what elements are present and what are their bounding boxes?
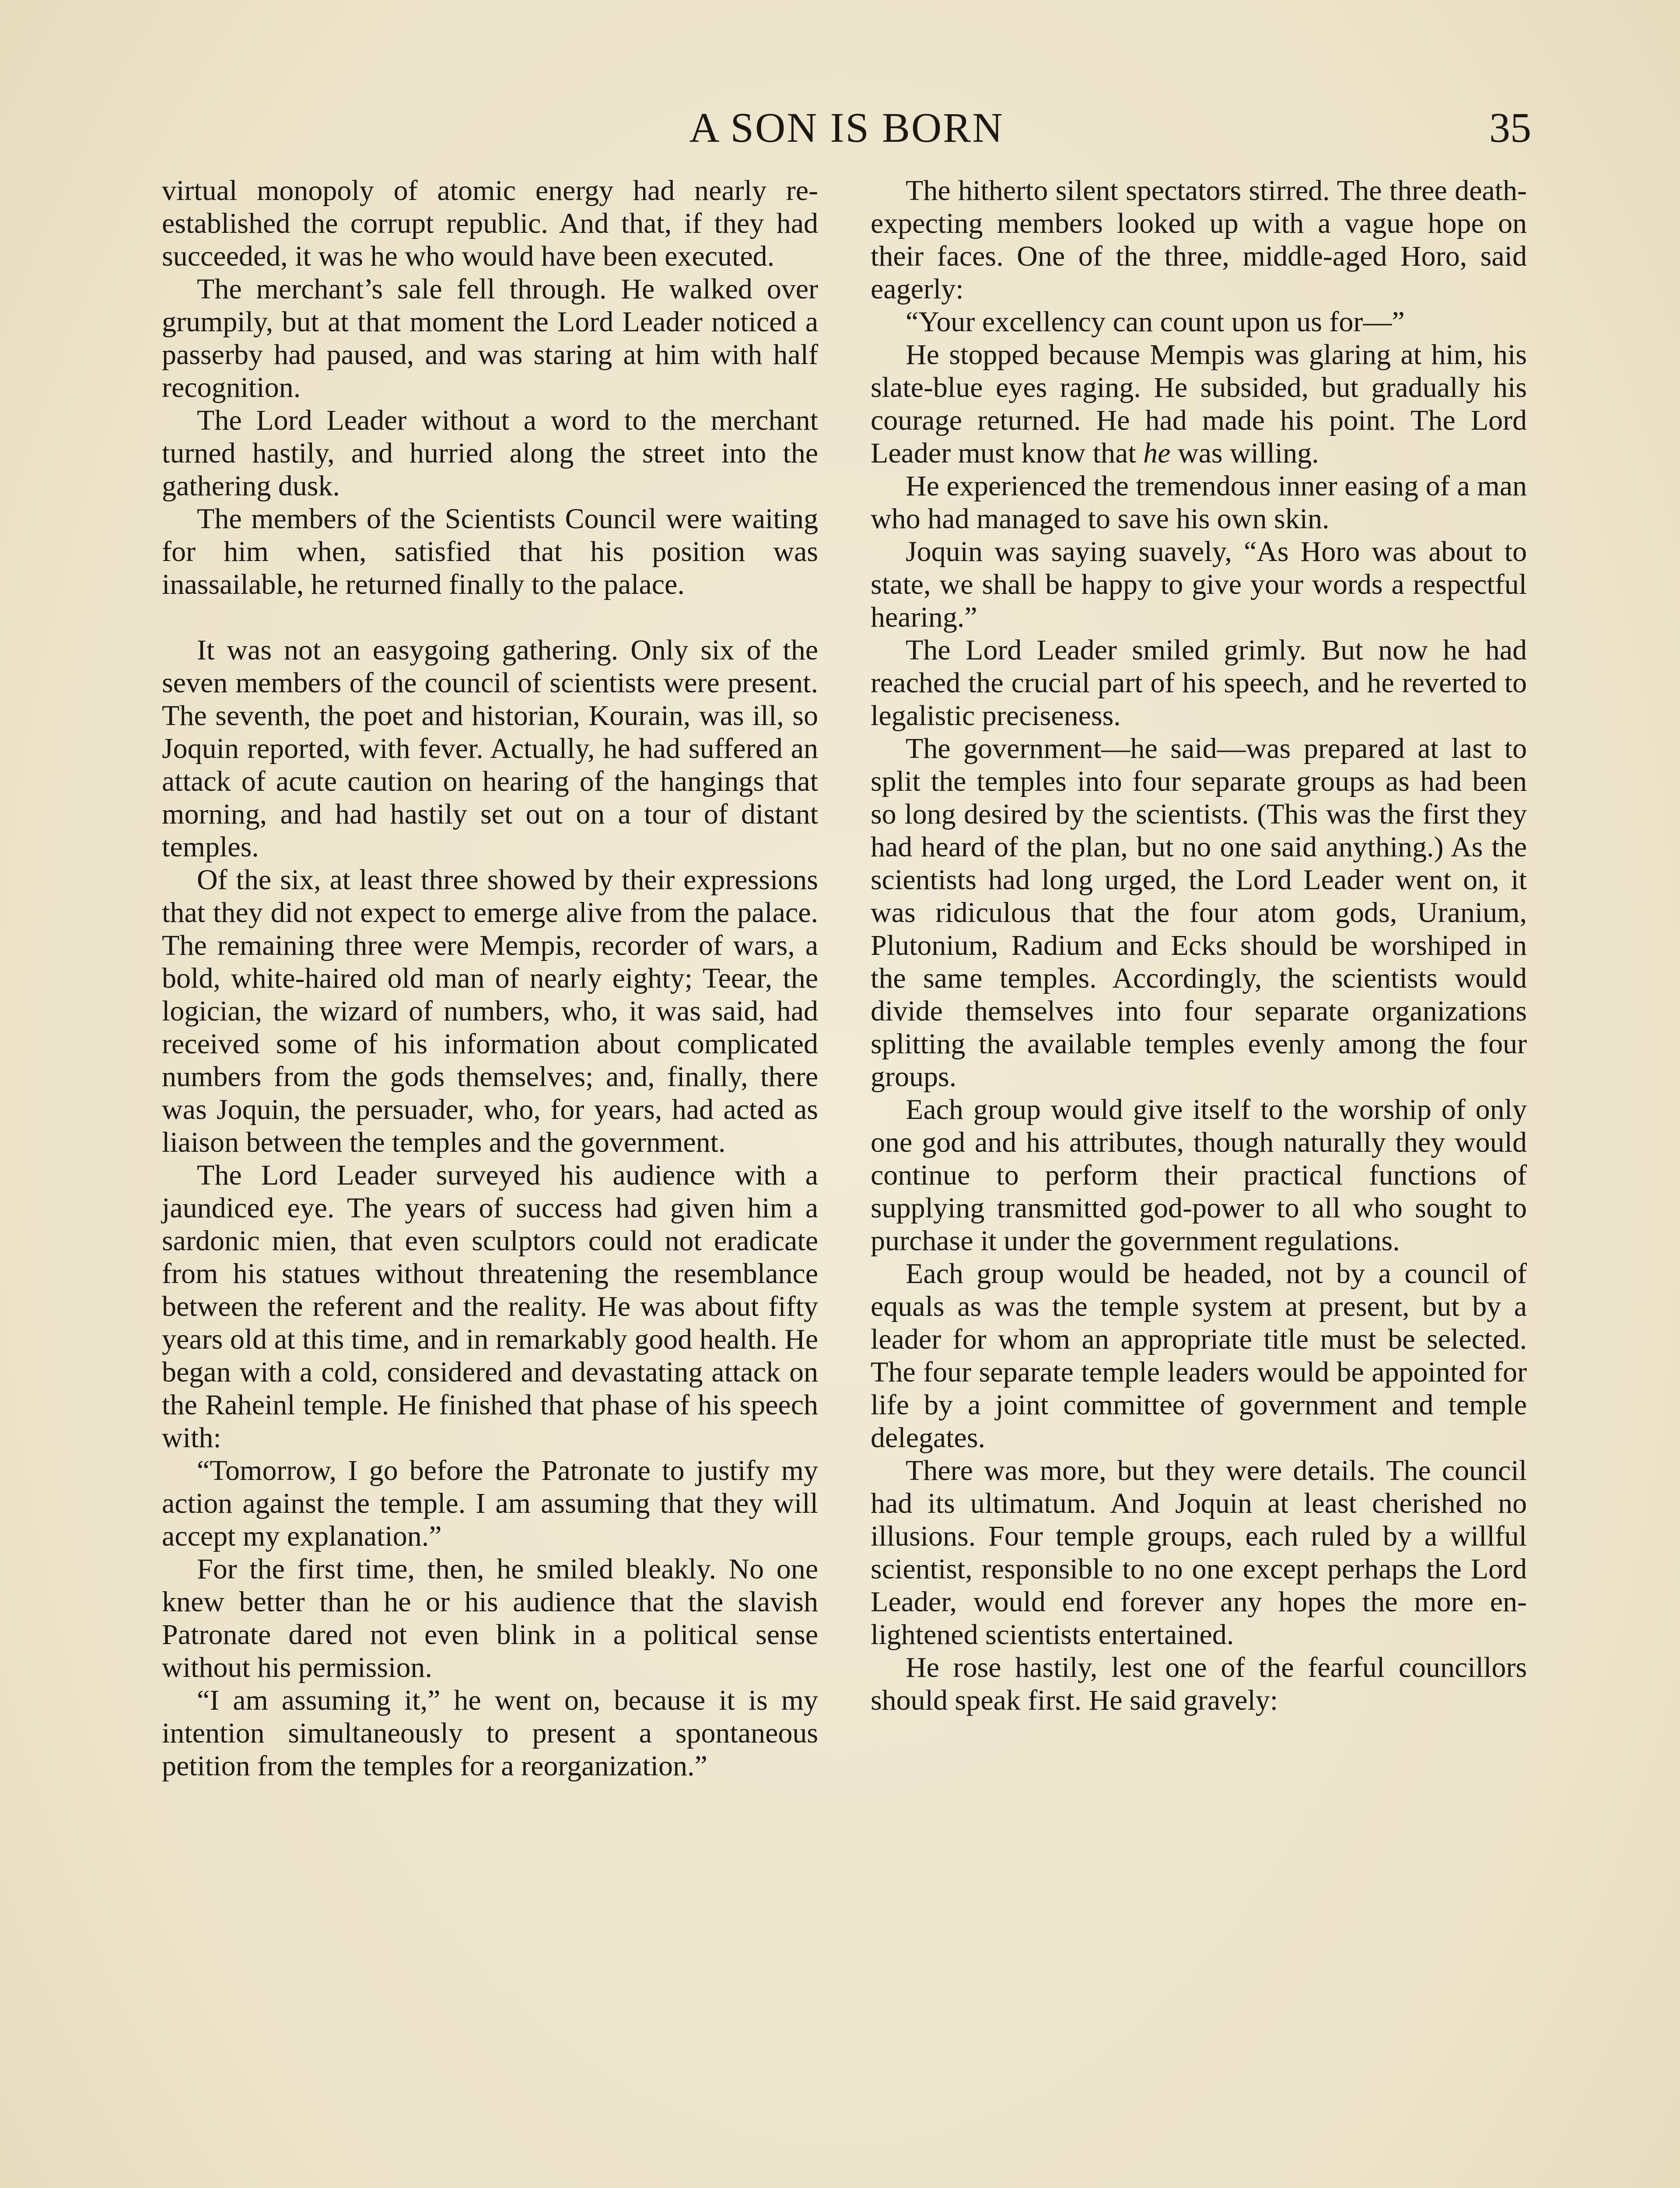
paragraph: The government—he said—was prepared at last to split the temples into four separate groups as had been so long desired by the scientists. (This was the first they had heard of the plan, but no one said anything.) As the scientists had long urged, the Lord Leader went on, it was ridiculous that the four atom gods, Uranium, Plutonium, Radium and Ecks should be worshiped in the same temples. Accordingly, the scientists would divide themselves into four separate organizations splitting the available temples evenly among the four groups. (871, 733, 1527, 1093)
paragraph: Of the six, at least three showed by their expressions that they did not expect to emerge alive from the palace. The remaining three were Mempis, recorder of wars, a bold, white-haired old man of nearly eighty; Teear, the logician, the wizard of numbers, who, it was said, had received some of his information about complicated numbers from the gods themselves; and, finally, there was Joquin, the persuader, who, for years, had acted as liaison between the temples and the government. (162, 864, 818, 1158)
paragraph-text: He stopped because Mempis was glaring at him, his slate-blue eyes raging. He subsided, but gradually his courage returned. He had made his point. The Lord Leader must know that (871, 339, 1527, 469)
paragraph: “I am assuming it,” he went on, because it is my intention simultaneously to present a spontaneous petition from the temples for a reorganization.” (162, 1684, 818, 1782)
right-column (871, 174, 1527, 1717)
paragraph: There was more, but they were details. The council had its ultimatum. And Joquin at least cherished no illusions. Four temple groups, each ruled by a willful scientist, responsible to no one except perhaps the Lord Leader, would end forever any hopes the more enlightened scientists entertained. (871, 1455, 1527, 1651)
paragraph: Joquin was saying suavely, “As Horo was about to state, we shall be happy to give your words a respectful hearing.” (871, 536, 1527, 633)
paragraph: It was not an easygoing gathering. Only six of the seven members of the council of scientists were present. The seventh, the poet and historian, Kourain, was ill, so Joquin reported, with fever. Actually, he had suffered an attack of acute caution on hearing of the hangings that morning, and had hastily set out on a tour of distant temples. (162, 634, 818, 863)
paragraph: For the first time, then, he smiled bleakly. No one knew better than he or his audience that the slavish Patronate dared not even blink in a political sense without his permission. (162, 1553, 818, 1683)
paragraph-text: was willing. (1170, 437, 1319, 469)
paragraph: “Tomorrow, I go before the Patronate to justify my action against the temple. I am assuming that they will accept my explanation.” (162, 1455, 818, 1552)
paragraph (871, 338, 1527, 470)
paragraph: He rose hastily, lest one of the fearful councillors should speak first. He said gravely: (871, 1652, 1527, 1716)
paragraph: Each group would give itself to the worship of only one god and his attributes, though naturally they would continue to perform their practical functions of supplying transmitted god-power to all who sought to purchase it under the government regulations. (871, 1094, 1527, 1257)
paragraph: The Lord Leader smiled grimly. But now he had reached the crucial part of his speech, and he reverted to legalistic preciseness. (871, 634, 1527, 732)
paragraph: The hitherto silent spectators stirred. The three death-expecting members looked up with a vague hope on their faces. One of the three, middle-aged Horo, said eagerly: (871, 175, 1527, 305)
page-header (162, 102, 1531, 154)
paragraph: The Lord Leader surveyed his audience with a jaundiced eye. The years of success had given him a sardonic mien, that even sculptors could not eradicate from his statues without threatening the resemblance between the referent and the reality. He was about fifty years old at this time, and in remarkably good health. He began with a cold, considered and devastating attack on the Raheinl temple. He finished that phase of his speech with: (162, 1159, 818, 1454)
running-title: A SON IS BORN (689, 104, 1004, 151)
paragraph: The members of the Scientists Council were waiting for him when, satisfied that his position was inassailable, he returned finally to the palace. (162, 503, 818, 600)
paragraph: virtual monopoly of atomic energy had nearly re-established the corrupt republic. And that, if they had succeeded, it was he who would have been executed. (162, 175, 818, 272)
page-number: 35 (1489, 104, 1531, 151)
paragraph: The Lord Leader without a word to the merchant turned hastily, and hurried along the street into the gathering dusk. (162, 404, 818, 502)
paragraph: “Your excellency can count upon us for—” (906, 306, 1405, 338)
paragraph: He experienced the tremendous inner easing of a man who had managed to save his own skin. (871, 470, 1527, 535)
paragraph: Each group would be headed, not by a council of equals as was the temple system at present, but by a leader for whom an appropriate title must be selected. The four separate temple leaders would be appointed for life by a joint committee of government and temple delegates. (871, 1258, 1527, 1454)
emphasis-text: he (1143, 437, 1171, 469)
left-column (162, 174, 818, 1782)
paragraph: The merchant’s sale fell through. He walked over grumpily, but at that moment the Lord Leader noticed a passerby had paused, and was staring at him with half recognition. (162, 273, 818, 403)
